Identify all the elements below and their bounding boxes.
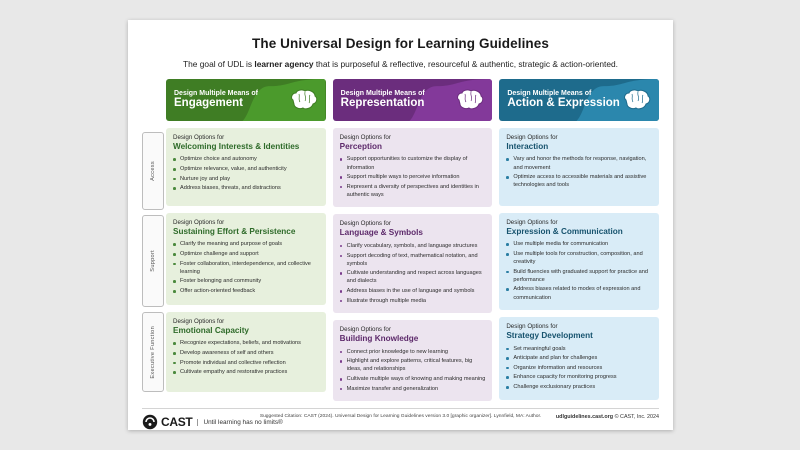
- cell-list: [506, 345, 652, 392]
- list-item: Support multiple ways to perceive information: [340, 173, 486, 181]
- list-item: Support opportunities to customize the display of information: [340, 155, 486, 171]
- list-item: Recognize expectations, beliefs, and motivations: [173, 339, 319, 347]
- subtitle-bold: learner agency: [254, 59, 314, 69]
- banner-line1: Design Multiple Means of: [340, 89, 425, 97]
- cell-heading: Building Knowledge: [339, 334, 419, 344]
- design-options-label: Design Options for: [506, 323, 558, 331]
- list-item: Organize information and resources: [506, 364, 652, 372]
- banner-line1: Design Multiple Means of: [174, 89, 259, 97]
- cell-building-knowledge[interactable]: [333, 320, 493, 401]
- list-item: Optimize choice and autonomy: [173, 155, 319, 163]
- list-item: Vary and honor the methods for response, navigation, and movement: [506, 155, 652, 171]
- cell-list: [340, 155, 486, 199]
- column-engagement: [166, 79, 326, 401]
- cell-list: [506, 155, 652, 189]
- list-item: Foster collaboration, interdependence, and collective learning: [173, 260, 319, 276]
- cast-tagline: Until learning has no limits®: [197, 419, 282, 426]
- cell-heading: Strategy Development: [506, 331, 593, 341]
- footer-url-bold: udlguidelines.cast.org: [555, 414, 614, 421]
- banner-line2: Engagement: [174, 97, 244, 110]
- design-options-label: Design Options for: [506, 134, 558, 141]
- design-options-label: Design Options for: [506, 219, 558, 226]
- cell-heading: Expression & Communication: [506, 227, 623, 236]
- list-item: Clarify the meaning and purpose of goals: [173, 240, 319, 248]
- cell-heading: Sustaining Effort & Persistence: [173, 227, 296, 236]
- footer-citation-wrap: [128, 404, 673, 422]
- rail-label-access: Access: [150, 161, 156, 181]
- cell-list: [173, 155, 319, 192]
- cell-perception[interactable]: [333, 128, 493, 207]
- list-item: Offer action-oriented feedback: [173, 287, 319, 295]
- footer-copyright: © CAST, Inc. 2024: [613, 414, 659, 421]
- cell-list: [340, 242, 486, 305]
- list-item: Address biases in the use of language and symbols: [340, 287, 486, 295]
- banner-representation[interactable]: [333, 79, 493, 121]
- list-item: Optimize challenge and support: [173, 250, 319, 258]
- guidelines-grid: [166, 79, 659, 401]
- design-options-label: Design Options for: [173, 318, 225, 325]
- cell-expression-communication[interactable]: [499, 213, 659, 310]
- list-item: Represent a diversity of perspectives and identities in authentic ways: [340, 183, 486, 199]
- cell-heading: Perception: [339, 142, 382, 151]
- design-options-label: Design Options for: [173, 134, 225, 141]
- cell-list: [506, 240, 652, 301]
- list-item: Nurture joy and play: [173, 175, 319, 183]
- column-representation: [333, 79, 493, 401]
- cell-heading: Welcoming Interests & Identities: [173, 142, 300, 151]
- cell-heading: Emotional Capacity: [173, 326, 249, 335]
- list-item: Connect prior knowledge to new learning: [340, 348, 486, 356]
- cell-list: [340, 348, 486, 393]
- rail-label-support: Support: [150, 250, 156, 272]
- brain-icon: [289, 88, 319, 112]
- list-item: Use multiple tools for construction, composition, and creativity: [506, 250, 652, 266]
- rail-item-access: [142, 132, 164, 210]
- banner-line1: Design Multiple Means of: [507, 89, 592, 97]
- cell-welcoming-interests-identities[interactable]: [166, 128, 326, 206]
- list-item: Maximize transfer and generalization: [340, 385, 486, 393]
- banner-action-expression[interactable]: [499, 79, 659, 121]
- cell-language-symbols[interactable]: [333, 214, 493, 313]
- list-item: Clarify vocabulary, symbols, and language structures: [340, 242, 486, 250]
- column-action-expression: [499, 79, 659, 401]
- banner-line2: Action & Expression: [507, 97, 620, 110]
- cell-interaction[interactable]: [499, 128, 659, 206]
- cell-heading: Language & Symbols: [339, 228, 423, 238]
- list-item: Enhance capacity for monitoring progress: [506, 373, 652, 381]
- list-item: Optimize access to accessible materials and assistive technologies and tools: [506, 173, 652, 189]
- rail-label-executive-function: Executive Function: [150, 325, 156, 379]
- cell-emotional-capacity[interactable]: [166, 312, 326, 392]
- list-item: Optimize relevance, value, and authenticity: [173, 165, 319, 173]
- subtitle: [142, 59, 659, 69]
- banner-line2: Representation: [340, 97, 425, 110]
- design-options-label: Design Options for: [173, 219, 225, 226]
- subtitle-post: that is purposeful & reflective, resourceful & authentic, strategic & action-oriented.: [313, 59, 618, 69]
- page-title: The Universal Design for Learning Guidelines: [252, 36, 549, 51]
- subtitle-pre: The goal of UDL is: [183, 59, 255, 69]
- list-item: Cultivate multiple ways of knowing and making meaning: [340, 375, 486, 383]
- list-item: Cultivate empathy and restorative practices: [173, 368, 319, 376]
- cell-heading: Interaction: [506, 142, 549, 151]
- cell-strategy-development[interactable]: [499, 317, 659, 399]
- citation: Suggested Citation: CAST (2024). Universal Design for Learning Guidelines version 3.0 [graphic organizer]. Lynnfield, MA: Author.: [259, 414, 542, 419]
- list-item: Foster belonging and community: [173, 277, 319, 285]
- list-item: Highlight and explore patterns, critical features, big ideas, and relationships: [340, 357, 486, 373]
- brain-icon: [455, 88, 485, 112]
- list-item: Use multiple media for communication: [506, 240, 652, 248]
- rail-item-executive-function: [142, 312, 164, 392]
- rail-item-support: [142, 215, 164, 307]
- design-options-label: Design Options for: [339, 326, 391, 334]
- cell-sustaining-effort-persistence[interactable]: [166, 213, 326, 305]
- list-item: Build fluencies with graduated support for practice and performance: [506, 268, 652, 284]
- design-options-label: Design Options for: [339, 134, 391, 141]
- cast-wordmark: CAST: [161, 415, 193, 430]
- list-item: Set meaningful goals: [506, 345, 652, 353]
- list-item: Address biases, threats, and distractions: [173, 184, 319, 192]
- banner-engagement[interactable]: [166, 79, 326, 121]
- list-item: Develop awareness of self and others: [173, 349, 319, 357]
- design-options-label: Design Options for: [339, 220, 391, 228]
- udl-poster: [128, 20, 673, 430]
- list-item: Challenge exclusionary practices: [506, 383, 652, 391]
- list-item: Promote individual and collective reflection: [173, 359, 319, 367]
- cell-list: [173, 339, 319, 376]
- list-item: Illustrate through multiple media: [340, 297, 486, 305]
- cell-list: [173, 240, 319, 295]
- list-item: Cultivate understanding and respect across languages and dialects: [340, 269, 486, 285]
- list-item: Address biases related to modes of expression and communication: [506, 285, 652, 301]
- brain-icon: [622, 88, 652, 112]
- list-item: Support decoding of text, mathematical notation, and symbols: [340, 252, 486, 268]
- list-item: Anticipate and plan for challenges: [506, 354, 652, 362]
